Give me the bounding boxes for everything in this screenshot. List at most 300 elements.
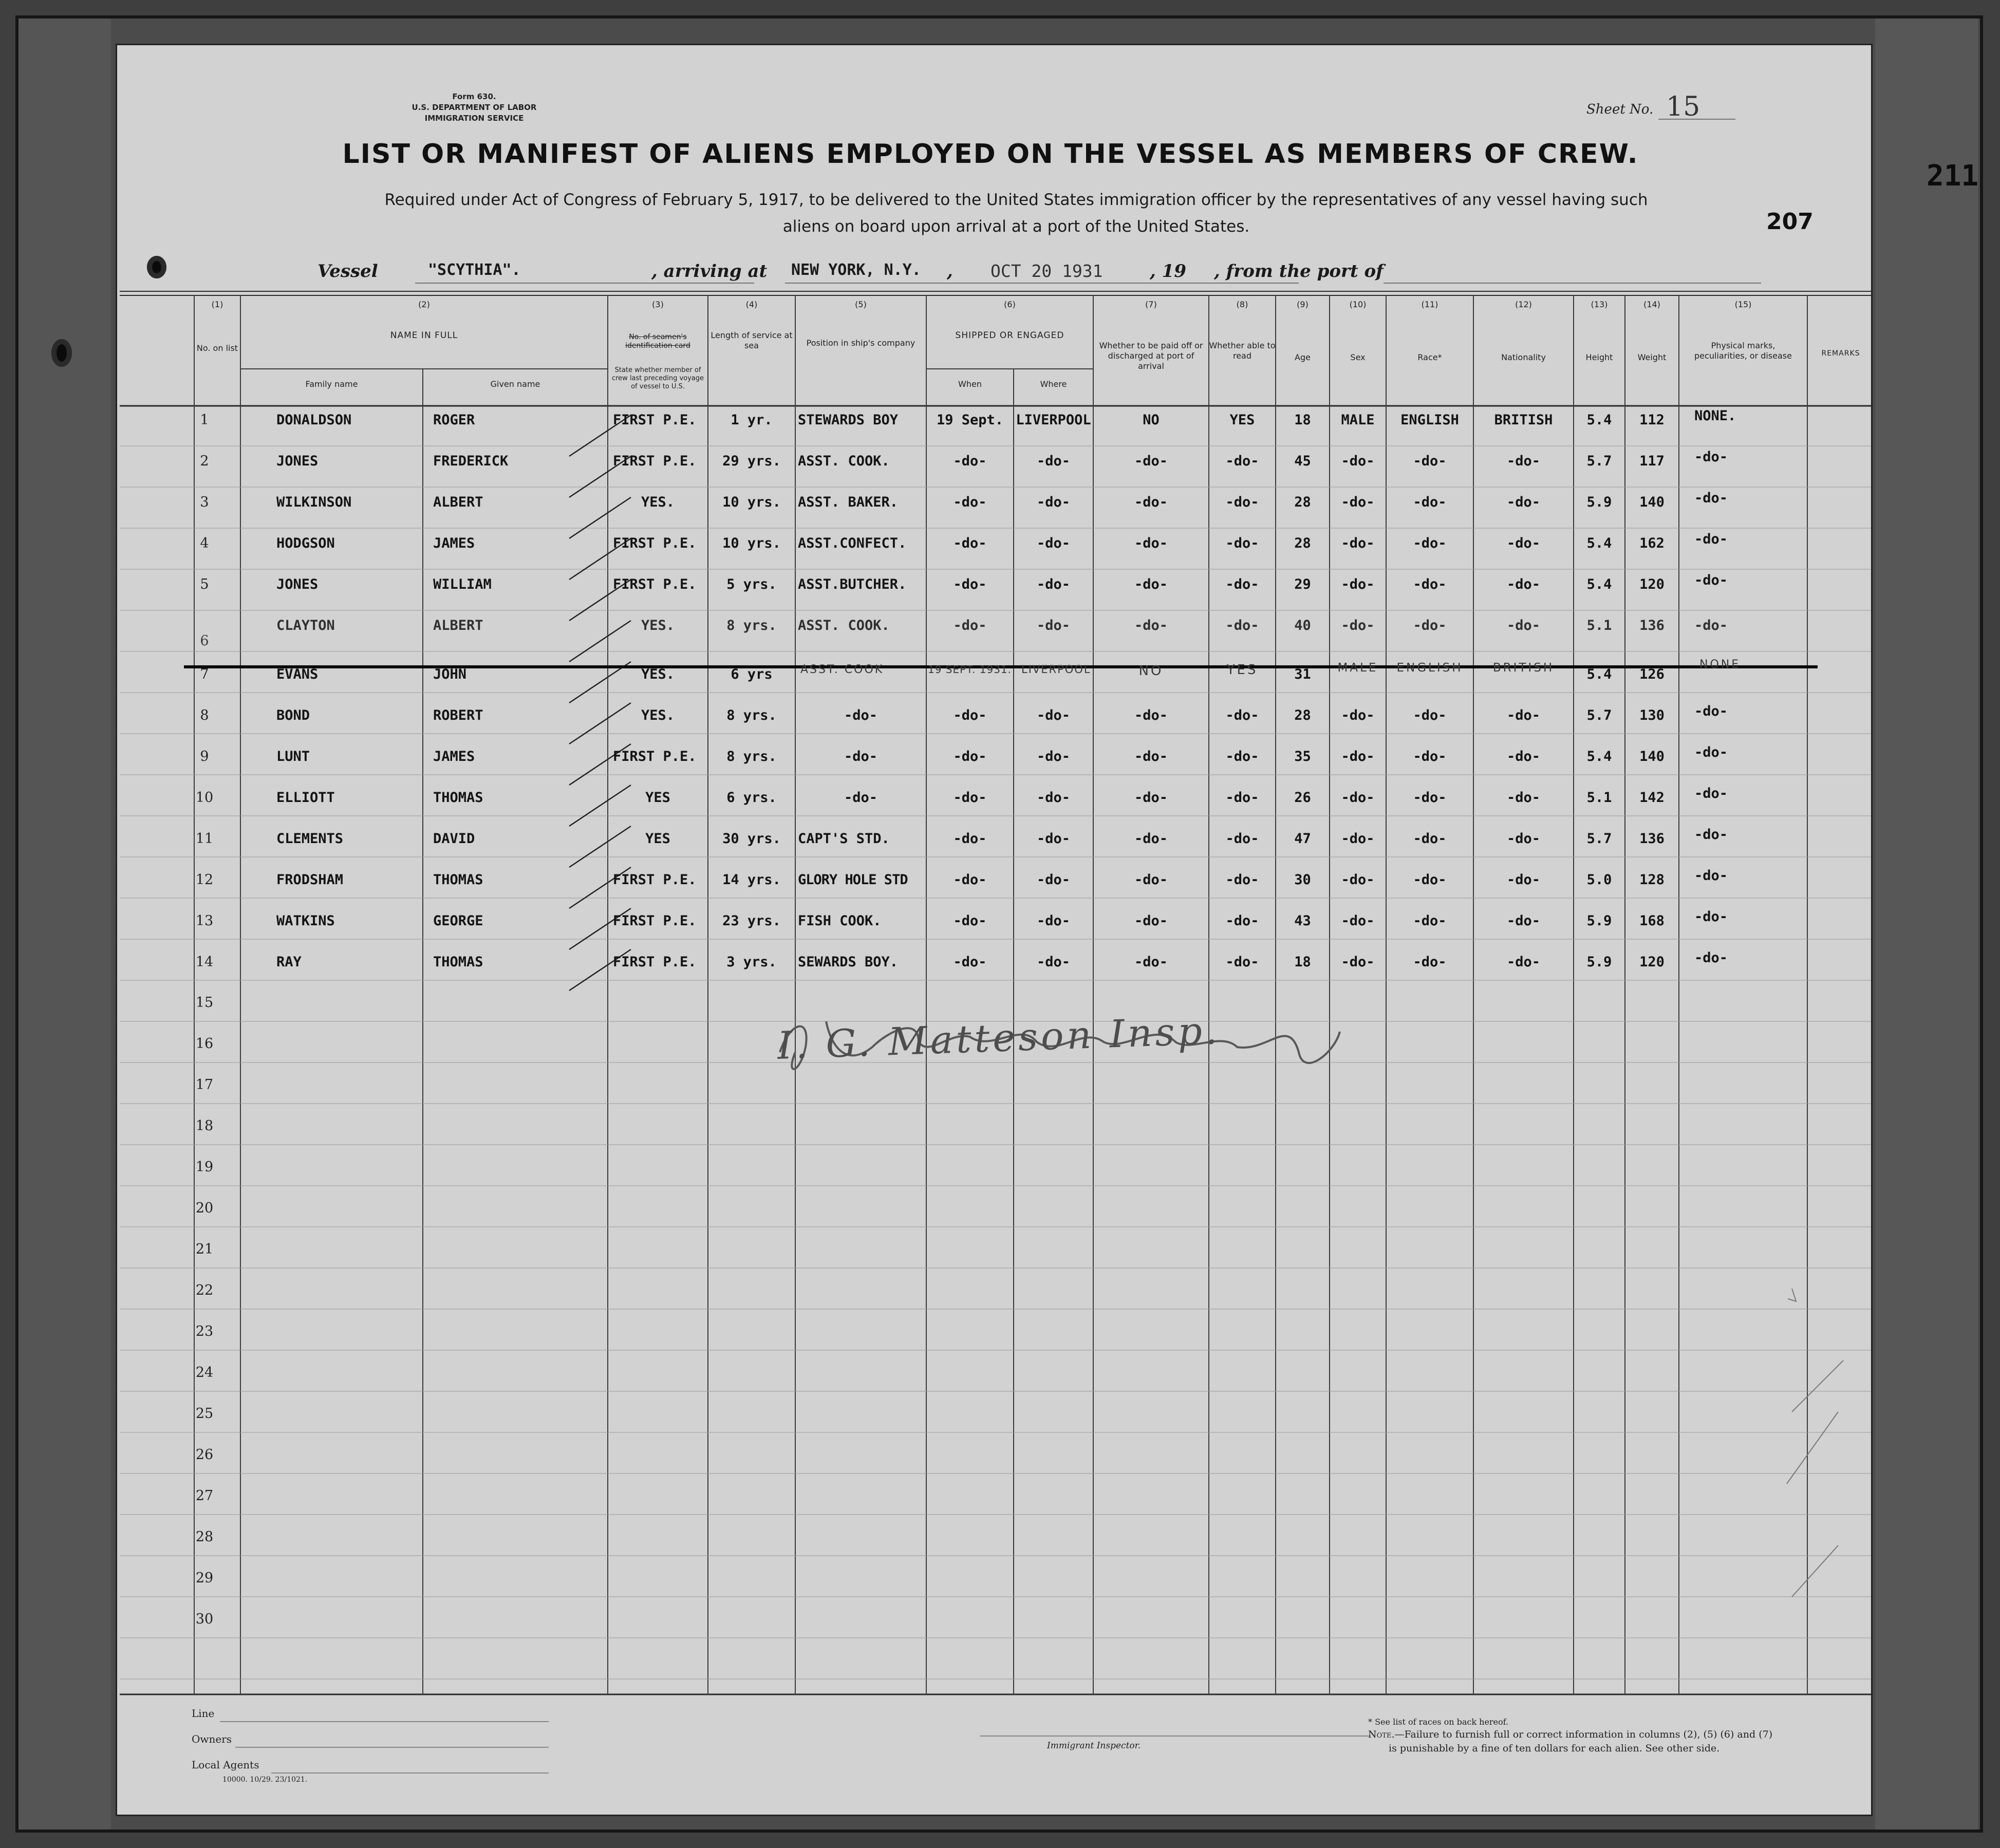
physical-marks: NONE.	[1694, 408, 1736, 424]
sheet-label: Sheet No.	[1586, 102, 1654, 117]
previous-voyage: FIRST P.E.	[613, 535, 697, 551]
previous-voyage: FIRST P.E.	[613, 453, 697, 469]
nationality: -do-	[1506, 576, 1541, 592]
header-where: Where	[1040, 379, 1067, 389]
header-race: Race*	[1417, 352, 1442, 362]
previous-voyage: FIRST P.E.	[613, 913, 697, 929]
able-to-read: -do-	[1225, 790, 1259, 806]
position: STEWARDS BOY	[798, 412, 899, 428]
family-name: BOND	[276, 707, 310, 723]
previous-voyage: YES.	[641, 618, 675, 633]
age: 43	[1294, 913, 1311, 929]
year-label: , 19	[1150, 261, 1186, 282]
paid-off: -do-	[1134, 913, 1168, 929]
race: -do-	[1413, 453, 1447, 469]
header-able-to-read: Whether able to read	[1209, 341, 1276, 361]
row-number: 8	[200, 707, 209, 723]
height: 5.4	[1586, 666, 1612, 682]
manifest-title: LIST OR MANIFEST OF ALIENS EMPLOYED ON THE VESSEL AS MEMBERS OF CREW.	[342, 139, 1639, 170]
given-name: THOMAS	[433, 872, 483, 888]
row-number: 12	[195, 872, 214, 888]
height: 5.4	[1586, 576, 1612, 592]
note-text-2: is punishable by a fine of ten dollars for each alien. See other side.	[1389, 1743, 1720, 1754]
physical-marks: -do-	[1694, 909, 1728, 925]
manifest-sheet	[116, 44, 1873, 1816]
given-name: ALBERT	[433, 494, 483, 510]
punch-hole	[51, 339, 72, 367]
race: ENGLISH	[1400, 412, 1459, 428]
row-number: 19	[195, 1159, 214, 1175]
race: -do-	[1413, 913, 1447, 929]
sex: -do-	[1341, 749, 1375, 764]
row-number: 23	[195, 1323, 214, 1339]
header-remarks: REMARKS	[1821, 349, 1860, 358]
header-weight: Weight	[1637, 352, 1667, 362]
age: 26	[1294, 790, 1311, 806]
family-name: CLAYTON	[276, 618, 335, 633]
shipped-when: -do-	[953, 749, 987, 764]
shipped-where: -do-	[1036, 494, 1071, 510]
length-of-service: 8 yrs.	[726, 707, 777, 723]
form-number: Form 630.	[452, 92, 496, 101]
binding-strip-right	[1875, 18, 1978, 1830]
length-of-service: 8 yrs.	[726, 749, 777, 764]
previous-voyage: YES	[645, 831, 670, 847]
family-name: DONALDSON	[276, 412, 352, 428]
shipped-when: -do-	[953, 618, 987, 633]
header-physical-marks: Physical marks, peculiarities, or disease	[1694, 341, 1792, 361]
row-number: 11	[195, 831, 214, 847]
height: 5.7	[1586, 707, 1612, 723]
weight: 140	[1639, 749, 1665, 764]
shipped-where: -do-	[1036, 790, 1071, 806]
given-name: JOHN	[433, 666, 467, 682]
header-num-8: (8)	[1236, 300, 1248, 309]
date-stamp: OCT 20 1931	[990, 261, 1103, 281]
sex: -do-	[1341, 872, 1375, 888]
paid-off: -do-	[1134, 790, 1168, 806]
handwritten-marks: NONE	[1699, 658, 1741, 671]
header-age: Age	[1295, 352, 1311, 362]
sex: -do-	[1341, 618, 1375, 633]
handwritten-nationality: BRITISH	[1492, 661, 1555, 675]
line-underline	[220, 1721, 549, 1722]
nationality: -do-	[1506, 872, 1541, 888]
header-num-15: (15)	[1734, 300, 1752, 309]
previous-voyage: YES.	[641, 666, 675, 682]
row-number: 3	[200, 494, 209, 510]
header-height: Height	[1585, 352, 1613, 362]
row-number: 22	[195, 1282, 214, 1298]
shipped-when: -do-	[953, 576, 987, 592]
age: 30	[1294, 872, 1311, 888]
length-of-service: 29 yrs.	[722, 453, 781, 469]
header-num-6: (6)	[1004, 300, 1016, 309]
position: ASST. COOK.	[798, 618, 890, 633]
row-number: 2	[200, 453, 209, 469]
previous-voyage: FIRST P.E.	[613, 412, 697, 428]
page-number: 207	[1766, 209, 1814, 235]
length-of-service: 3 yrs.	[726, 954, 777, 970]
header-num-2: (2)	[418, 300, 430, 309]
given-name: JAMES	[433, 749, 475, 764]
shipped-when: -do-	[953, 831, 987, 847]
shipped-where: -do-	[1036, 707, 1071, 723]
department: U.S. DEPARTMENT OF LABOR	[412, 103, 537, 112]
header-num-7: (7)	[1145, 300, 1157, 309]
paid-off: -do-	[1134, 707, 1168, 723]
height: 5.9	[1586, 913, 1612, 929]
weight: 117	[1639, 453, 1665, 469]
physical-marks: -do-	[1694, 786, 1728, 801]
handwritten-where: LIVERPOOL	[1021, 663, 1091, 676]
header-seamen-card-struck: No. of seamen's identification card	[625, 333, 690, 350]
height: 5.9	[1586, 494, 1612, 510]
able-to-read: -do-	[1225, 749, 1259, 764]
row-number: 4	[200, 535, 209, 551]
binding-strip-left	[18, 18, 111, 1830]
given-name: THOMAS	[433, 954, 483, 970]
age: 40	[1294, 618, 1311, 633]
row-number: 27	[195, 1488, 214, 1504]
family-name: LUNT	[276, 749, 310, 764]
race: -do-	[1413, 576, 1447, 592]
row-number: 18	[195, 1118, 214, 1134]
row-number: 10	[195, 790, 214, 806]
family-name: ELLIOTT	[276, 790, 335, 806]
given-name: ROGER	[433, 412, 475, 428]
pencil-marks	[1787, 1289, 1843, 1597]
able-to-read: -do-	[1225, 707, 1259, 723]
row-number: 13	[195, 913, 214, 929]
family-name: CLEMENTS	[276, 831, 344, 847]
weight: 120	[1639, 954, 1665, 970]
position: -do-	[844, 790, 878, 806]
position: -do-	[844, 749, 878, 764]
previous-voyage: FIRST P.E.	[613, 749, 697, 764]
position: ASST.CONFECT.	[798, 535, 907, 551]
paid-off: -do-	[1134, 872, 1168, 888]
age: 29	[1294, 576, 1311, 592]
row-number: 26	[195, 1447, 214, 1463]
sex: -do-	[1341, 535, 1375, 551]
height: 5.0	[1586, 872, 1612, 888]
able-to-read: YES	[1229, 412, 1255, 428]
note-label: Note.	[1368, 1729, 1395, 1740]
shipped-where: LIVERPOOL	[1016, 412, 1091, 428]
shipped-when: -do-	[953, 535, 987, 551]
handwritten-sex: MALE	[1337, 661, 1378, 675]
shipped-when: -do-	[953, 707, 987, 723]
row-number: 29	[195, 1570, 214, 1586]
line-label: Line	[192, 1707, 215, 1720]
age: 31	[1294, 666, 1311, 682]
height: 5.1	[1586, 618, 1612, 633]
failure-note	[1368, 1728, 1861, 1756]
shipped-when: -do-	[953, 494, 987, 510]
weight: 128	[1639, 872, 1665, 888]
able-to-read: -do-	[1225, 618, 1259, 633]
shipped-where: -do-	[1036, 872, 1071, 888]
height: 5.4	[1586, 412, 1612, 428]
position: -do-	[844, 707, 878, 723]
sex: -do-	[1341, 954, 1375, 970]
vessel-name: "SCYTHIA".	[428, 261, 521, 279]
position: GLORY HOLE STD	[798, 872, 908, 888]
owners-underline	[235, 1747, 549, 1748]
row-number: 5	[200, 576, 209, 592]
shipped-where: -do-	[1036, 618, 1071, 633]
physical-marks: -do-	[1694, 868, 1728, 884]
from-label: , from the port of	[1214, 261, 1384, 282]
row-number: 1	[200, 412, 209, 428]
age: 28	[1294, 535, 1311, 551]
age: 28	[1294, 494, 1311, 510]
row-number: 17	[195, 1077, 214, 1093]
physical-marks: -do-	[1694, 618, 1728, 633]
nationality: -do-	[1506, 749, 1541, 764]
shipped-when: -do-	[953, 913, 987, 929]
age: 47	[1294, 831, 1311, 847]
arriving-port: NEW YORK, N.Y.	[791, 261, 921, 279]
able-to-read: -do-	[1225, 535, 1259, 551]
race: -do-	[1413, 872, 1447, 888]
row-number: 30	[195, 1611, 214, 1627]
row-number: 14	[195, 954, 214, 970]
header-num-14: (14)	[1643, 300, 1660, 309]
sex: -do-	[1341, 913, 1375, 929]
able-to-read: -do-	[1225, 453, 1259, 469]
given-name: JAMES	[433, 535, 475, 551]
weight: 142	[1639, 790, 1665, 806]
nationality: -do-	[1506, 954, 1541, 970]
paid-off: -do-	[1134, 831, 1168, 847]
previous-voyage: FIRST P.E.	[613, 872, 697, 888]
note-text-1: —Failure to furnish full or correct information in columns (2), (5) (6) and (7)	[1394, 1729, 1773, 1740]
row-number: 15	[195, 995, 214, 1011]
age: 18	[1294, 954, 1311, 970]
given-name: DAVID	[433, 831, 475, 847]
header-previous-voyage: State whether member of crew last preceding voyage of vessel to U.S.	[611, 366, 704, 390]
header-num-10: (10)	[1349, 300, 1367, 309]
race: -do-	[1413, 831, 1447, 847]
family-name: HODGSON	[276, 535, 335, 551]
weight: 162	[1639, 535, 1665, 551]
race: -do-	[1413, 494, 1447, 510]
position: ASST. COOK.	[798, 453, 890, 469]
height: 5.4	[1586, 749, 1612, 764]
inspector-signature-line	[980, 1735, 1371, 1737]
weight: 126	[1639, 666, 1665, 682]
length-of-service: 8 yrs.	[726, 618, 777, 633]
height: 5.7	[1586, 453, 1612, 469]
races-note: * See list of races on back hereof.	[1368, 1717, 1509, 1727]
previous-voyage: FIRST P.E.	[613, 954, 697, 970]
length-of-service: 1 yr.	[731, 412, 773, 428]
weight: 112	[1639, 412, 1665, 428]
nationality: -do-	[1506, 831, 1541, 847]
physical-marks: -do-	[1694, 827, 1728, 843]
length-of-service: 6 yrs.	[726, 790, 777, 806]
race: -do-	[1413, 535, 1447, 551]
given-name: ALBERT	[433, 618, 483, 633]
paid-off: -do-	[1134, 954, 1168, 970]
race: -do-	[1413, 790, 1447, 806]
header-name-in-full: NAME IN FULL	[390, 330, 458, 341]
header-shipped-or-engaged: SHIPPED OR ENGAGED	[955, 330, 1064, 341]
race: -do-	[1413, 749, 1447, 764]
family-name: JONES	[276, 576, 319, 592]
header-num-11: (11)	[1421, 300, 1438, 309]
row-number: 24	[195, 1365, 214, 1380]
physical-marks: -do-	[1694, 950, 1728, 966]
length-of-service: 14 yrs.	[722, 872, 781, 888]
print-code: 10000. 10/29. 23/1021.	[222, 1776, 308, 1784]
row-number: 9	[200, 749, 209, 764]
header-no-on-list: No. on list	[196, 343, 238, 353]
given-name: THOMAS	[433, 790, 483, 806]
paid-off: NO	[1143, 412, 1160, 428]
header-length-of-service: Length of service at sea	[711, 330, 793, 350]
sex: -do-	[1341, 790, 1375, 806]
subtitle-line-2: aliens on board upon arrival at a port of the United States.	[782, 217, 1250, 236]
race: -do-	[1413, 954, 1447, 970]
position: SEWARDS BOY.	[798, 954, 899, 970]
previous-voyage: YES	[645, 790, 670, 806]
given-name: GEORGE	[433, 913, 483, 929]
shipped-when: -do-	[953, 790, 987, 806]
shipped-when: -do-	[953, 954, 987, 970]
local-agents-label: Local Agents	[192, 1759, 259, 1771]
family-name: JONES	[276, 453, 319, 469]
nationality: -do-	[1506, 707, 1541, 723]
physical-marks: -do-	[1694, 744, 1728, 760]
weight: 168	[1639, 913, 1665, 929]
sex: MALE	[1341, 412, 1375, 428]
shipped-where: -do-	[1036, 535, 1071, 551]
age: 28	[1294, 707, 1311, 723]
comma: ,	[947, 261, 953, 282]
row-number: 28	[195, 1529, 214, 1545]
able-to-read: -do-	[1225, 576, 1259, 592]
physical-marks: -do-	[1694, 572, 1728, 588]
nationality: BRITISH	[1494, 412, 1553, 428]
race: -do-	[1413, 618, 1447, 633]
length-of-service: 10 yrs.	[722, 535, 781, 551]
sheet-number: 15	[1666, 91, 1700, 122]
family-name: EVANS	[276, 666, 319, 682]
header-num-9: (9)	[1297, 300, 1309, 309]
height: 5.7	[1586, 831, 1612, 847]
stamp-number: 211	[1927, 159, 1979, 193]
shipped-when: -do-	[953, 872, 987, 888]
immigrant-inspector-label: Immigrant Inspector.	[1047, 1741, 1141, 1751]
age: 45	[1294, 453, 1311, 469]
row-number: 25	[195, 1406, 214, 1422]
previous-voyage: YES.	[641, 707, 675, 723]
handwritten-read: YES	[1226, 662, 1258, 678]
physical-marks: -do-	[1694, 703, 1728, 719]
header-num-1: (1)	[211, 300, 223, 309]
shipped-where: -do-	[1036, 749, 1071, 764]
shipped-where: -do-	[1036, 453, 1071, 469]
shipped-where: -do-	[1036, 576, 1071, 592]
nationality: -do-	[1506, 535, 1541, 551]
header-family-name: Family name	[305, 379, 358, 389]
position: CAPT'S STD.	[798, 831, 890, 847]
weight: 120	[1639, 576, 1665, 592]
nationality: -do-	[1506, 790, 1541, 806]
row-number: 6	[200, 633, 209, 649]
position: FISH COOK.	[798, 913, 882, 929]
handwritten-race: ENGLISH	[1396, 661, 1463, 675]
paid-off: -do-	[1134, 618, 1168, 633]
owners-label: Owners	[192, 1733, 232, 1745]
weight: 140	[1639, 494, 1665, 510]
height: 5.1	[1586, 790, 1612, 806]
length-of-service: 5 yrs.	[726, 576, 777, 592]
paid-off: -do-	[1134, 576, 1168, 592]
previous-voyage: YES.	[641, 494, 675, 510]
able-to-read: -do-	[1225, 831, 1259, 847]
header-paid-off: Whether to be paid off or discharged at port of arrival	[1099, 341, 1203, 371]
header-num-5: (5)	[855, 300, 867, 309]
paid-off: -do-	[1134, 749, 1168, 764]
vessel-label: Vessel	[317, 261, 378, 282]
nationality: -do-	[1506, 453, 1541, 469]
table-grid	[117, 45, 1873, 1816]
row-number: 16	[195, 1036, 214, 1052]
length-of-service: 6 yrs	[731, 666, 773, 682]
length-of-service: 10 yrs.	[722, 494, 781, 510]
weight: 136	[1639, 831, 1665, 847]
sex: -do-	[1341, 831, 1375, 847]
header-num-3: (3)	[652, 300, 664, 309]
height: 5.4	[1586, 535, 1612, 551]
header-nationality: Nationality	[1501, 352, 1546, 362]
row-number: 20	[195, 1200, 214, 1216]
handwritten-position: ASST. COOK	[800, 663, 884, 676]
header-num-12: (12)	[1515, 300, 1532, 309]
agents-underline	[271, 1772, 549, 1774]
weight: 130	[1639, 707, 1665, 723]
header-when: When	[958, 379, 982, 389]
sex: -do-	[1341, 453, 1375, 469]
weight: 136	[1639, 618, 1665, 633]
nationality: -do-	[1506, 913, 1541, 929]
header-given-name: Given name	[490, 379, 540, 389]
sex: -do-	[1341, 707, 1375, 723]
paid-off: -do-	[1134, 535, 1168, 551]
age: 18	[1294, 412, 1311, 428]
paid-off: -do-	[1134, 453, 1168, 469]
sex: -do-	[1341, 494, 1375, 510]
physical-marks: -do-	[1694, 531, 1728, 547]
arriving-label: , arriving at	[651, 261, 768, 282]
sex: -do-	[1341, 576, 1375, 592]
service: IMMIGRATION SERVICE	[424, 114, 524, 123]
length-of-service: 30 yrs.	[722, 831, 781, 847]
header-position: Position in ship's company	[806, 338, 915, 348]
paid-off: -do-	[1134, 494, 1168, 510]
length-of-service: 23 yrs.	[722, 913, 781, 929]
header-num-4: (4)	[745, 300, 758, 309]
able-to-read: -do-	[1225, 913, 1259, 929]
race: -do-	[1413, 707, 1447, 723]
family-name: FRODSHAM	[276, 872, 344, 888]
able-to-read: -do-	[1225, 872, 1259, 888]
physical-marks: -do-	[1694, 490, 1728, 506]
